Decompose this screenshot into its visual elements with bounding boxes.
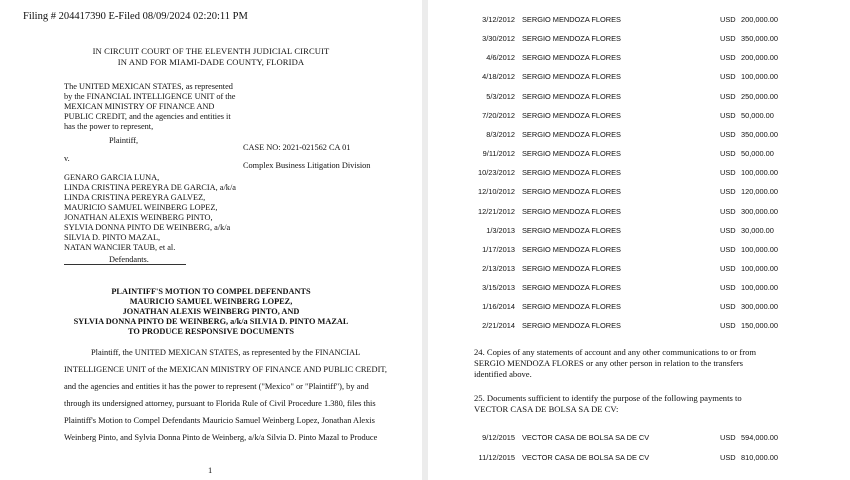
plaintiff-caption-line: has the power to represent, — [64, 122, 154, 131]
defendant-name: MAURICIO SAMUEL WEINBERG LOPEZ, — [64, 203, 218, 212]
body-text-line: through its undersigned attorney, pursuant to Florida Rule of Civil Procedure 1.380, files this — [64, 399, 376, 408]
plaintiff-caption-line: The UNITED MEXICAN STATES, as represented — [64, 82, 233, 91]
transfer-row-amount: 300,000.00 — [741, 206, 778, 216]
transfer-row-currency: USD — [720, 321, 736, 331]
transfer-row-amount: 100,000.00 — [741, 72, 778, 82]
payment-row-amount: 594,000.00 — [741, 433, 778, 442]
transfer-row-date: 1/17/2013 — [482, 244, 515, 254]
transfer-row-currency: USD — [720, 53, 736, 63]
transfer-row-payee: SERGIO MENDOZA FLORES — [522, 129, 621, 139]
transfer-row-date: 12/10/2012 — [478, 187, 515, 197]
transfer-row-amount: 30,000.00 — [741, 225, 774, 235]
court-title-line: IN CIRCUIT COURT OF THE ELEVENTH JUDICIAL CIRCUIT — [92, 46, 330, 56]
transfer-row-amount: 250,000.00 — [741, 91, 778, 101]
transfer-row-currency: USD — [720, 244, 736, 254]
motion-title-line: SYLVIA DONNA PINTO DE WEINBERG, a/k/a SILVIA D. PINTO MAZAL — [73, 317, 349, 326]
body-text-line: Plaintiff's Motion to Compel Defendants Mauricio Samuel Weinberg Lopez, Jonathan Alexis — [64, 416, 375, 425]
transfer-row-amount: 100,000.00 — [741, 168, 778, 178]
transfer-row-date: 9/11/2012 — [482, 149, 515, 159]
paragraph-24-line: identified above. — [474, 369, 532, 379]
paragraph-25-line: 25. Documents sufficient to identify the purpose of the following payments to — [474, 393, 742, 403]
transfer-row-amount: 200,000.00 — [741, 53, 778, 63]
transfer-row-currency: USD — [720, 15, 736, 24]
transfer-row-date: 4/18/2012 — [482, 72, 515, 82]
transfer-row-currency: USD — [720, 72, 736, 82]
caption-divider — [64, 264, 186, 265]
defendant-name: GENARO GARCIA LUNA, — [64, 173, 160, 182]
transfer-row-amount: 200,000.00 — [741, 15, 778, 24]
payment-row-date: 9/12/2015 — [482, 433, 515, 442]
document-page-1 — [0, 0, 422, 480]
body-text-line: INTELLIGENCE UNIT of the MEXICAN MINISTRY OF FINANCE AND PUBLIC CREDIT, — [64, 365, 387, 374]
page-number: 1 — [208, 465, 213, 475]
document-page-2 — [428, 0, 850, 480]
transfer-row-amount: 50,000.00 — [741, 149, 774, 159]
transfer-row-currency: USD — [720, 187, 736, 197]
payment-row-currency: USD — [720, 433, 736, 442]
motion-title-line: TO PRODUCE RESPONSIVE DOCUMENTS — [127, 327, 295, 336]
transfer-row-payee: SERGIO MENDOZA FLORES — [522, 283, 621, 293]
defendant-name: JONATHAN ALEXIS WEINBERG PINTO, — [64, 213, 213, 222]
transfer-row-amount: 300,000.00 — [741, 302, 778, 312]
motion-title-line: PLAINTIFF'S MOTION TO COMPEL DEFENDANTS — [111, 287, 311, 296]
payment-row-date: 11/12/2015 — [478, 453, 515, 462]
defendant-name: LINDA CRISTINA PEREYRA DE GARCIA, a/k/a — [64, 183, 236, 192]
transfer-row-date: 7/20/2012 — [482, 110, 515, 120]
motion-title-line: MAURICIO SAMUEL WEINBERG LOPEZ, — [129, 297, 293, 306]
body-text-line: and the agencies and entities it has the power to represent ("Mexico" or "Plaintiff"), by and — [64, 382, 369, 391]
transfer-row-amount: 350,000.00 — [741, 34, 778, 44]
transfer-row-currency: USD — [720, 263, 736, 273]
transfer-row-currency: USD — [720, 129, 736, 139]
payment-row-payee: VECTOR CASA DE BOLSA SA DE CV — [522, 433, 650, 442]
plaintiff-caption-line: MEXICAN MINISTRY OF FINANCE AND — [64, 102, 215, 111]
transfer-row-date: 3/15/2013 — [482, 283, 515, 293]
transfer-row-date: 2/13/2013 — [482, 263, 515, 273]
paragraph-24-line: SERGIO MENDOZA FLORES or any other person in relation to the transfers — [474, 358, 743, 368]
plaintiff-caption-line: by the FINANCIAL INTELLIGENCE UNIT of the — [64, 92, 236, 101]
transfer-row-currency: USD — [720, 302, 736, 312]
plaintiff-caption-line: PUBLIC CREDIT, and the agencies and entities it — [64, 112, 231, 121]
transfer-row-payee: SERGIO MENDOZA FLORES — [522, 321, 621, 331]
case-number: CASE NO: 2021-021562 CA 01 — [243, 143, 351, 152]
transfer-row-payee: SERGIO MENDOZA FLORES — [522, 91, 621, 101]
transfer-row-amount: 50,000.00 — [741, 110, 774, 120]
transfer-row-payee: SERGIO MENDOZA FLORES — [522, 53, 621, 63]
transfer-row-amount: 100,000.00 — [741, 263, 778, 273]
transfer-row-currency: USD — [720, 91, 736, 101]
defendants-label: Defendants. — [109, 255, 149, 264]
transfer-row-currency: USD — [720, 225, 736, 235]
body-text-line: Weinberg Pinto, and Sylvia Donna Pinto de Weinberg, a/k/a Silvia D. Pinto Mazal to Produce — [64, 433, 378, 442]
division-label: Complex Business Litigation Division — [243, 161, 371, 170]
defendant-name: SILVIA D. PINTO MAZAL, — [64, 233, 161, 242]
transfer-row-date: 1/16/2014 — [482, 302, 515, 312]
transfer-row-currency: USD — [720, 206, 736, 216]
transfer-row-payee: SERGIO MENDOZA FLORES — [522, 15, 621, 24]
transfer-row-amount: 100,000.00 — [741, 283, 778, 293]
paragraph-24-line: 24. Copies of any statements of account and any other communications to or from — [474, 347, 757, 357]
plaintiff-label: Plaintiff, — [109, 136, 139, 145]
transfer-row-payee: SERGIO MENDOZA FLORES — [522, 72, 621, 82]
transfer-row-date: 8/3/2012 — [486, 129, 515, 139]
transfer-row-currency: USD — [720, 34, 736, 44]
transfer-row-amount: 150,000.00 — [741, 321, 778, 331]
motion-title-line: JONATHAN ALEXIS WEINBERG PINTO, AND — [122, 307, 300, 316]
transfer-row-payee: SERGIO MENDOZA FLORES — [522, 225, 621, 235]
payment-row-currency: USD — [720, 453, 736, 462]
transfer-row-amount: 120,000.00 — [741, 187, 778, 197]
transfer-row-date: 3/12/2012 — [482, 15, 515, 24]
transfer-row-payee: SERGIO MENDOZA FLORES — [522, 149, 621, 159]
defendant-name: SYLVIA DONNA PINTO DE WEINBERG, a/k/a — [64, 223, 231, 232]
transfer-row-currency: USD — [720, 110, 736, 120]
transfer-row-date: 12/21/2012 — [478, 206, 515, 216]
transfer-row-date: 3/30/2012 — [482, 34, 515, 44]
transfer-row-currency: USD — [720, 168, 736, 178]
filing-header: Filing # 204417390 E-Filed 08/09/2024 02:20:11 PM — [23, 11, 248, 22]
transfer-row-payee: SERGIO MENDOZA FLORES — [522, 168, 621, 178]
transfer-row-date: 2/21/2014 — [482, 321, 515, 331]
transfer-row-date: 10/23/2012 — [478, 168, 515, 178]
paragraph-25-line: VECTOR CASA DE BOLSA SA DE CV: — [474, 404, 619, 414]
court-title-line: IN AND FOR MIAMI-DADE COUNTY, FLORIDA — [117, 57, 305, 67]
versus-label: v. — [64, 154, 70, 163]
transfer-row-amount: 100,000.00 — [741, 244, 778, 254]
payment-row-amount: 810,000.00 — [741, 453, 778, 462]
transfer-row-currency: USD — [720, 283, 736, 293]
transfer-row-date: 4/6/2012 — [486, 53, 515, 63]
transfer-row-payee: SERGIO MENDOZA FLORES — [522, 34, 621, 44]
transfer-row-date: 5/3/2012 — [486, 91, 515, 101]
defendant-name: NATAN WANCIER TAUB, et al. — [64, 243, 176, 252]
transfer-row-payee: SERGIO MENDOZA FLORES — [522, 187, 621, 197]
transfer-row-payee: SERGIO MENDOZA FLORES — [522, 110, 621, 120]
transfer-row-currency: USD — [720, 149, 736, 159]
transfer-row-payee: SERGIO MENDOZA FLORES — [522, 206, 621, 216]
transfer-row-payee: SERGIO MENDOZA FLORES — [522, 263, 621, 273]
payment-row-payee: VECTOR CASA DE BOLSA SA DE CV — [522, 453, 650, 462]
transfer-row-payee: SERGIO MENDOZA FLORES — [522, 302, 621, 312]
transfer-row-amount: 350,000.00 — [741, 129, 778, 139]
body-text-line: Plaintiff, the UNITED MEXICAN STATES, as represented by the FINANCIAL — [91, 348, 361, 357]
transfer-row-date: 1/3/2013 — [486, 225, 515, 235]
transfer-row-payee: SERGIO MENDOZA FLORES — [522, 244, 621, 254]
defendant-name: LINDA CRISTINA PEREYRA GALVEZ, — [64, 193, 206, 202]
